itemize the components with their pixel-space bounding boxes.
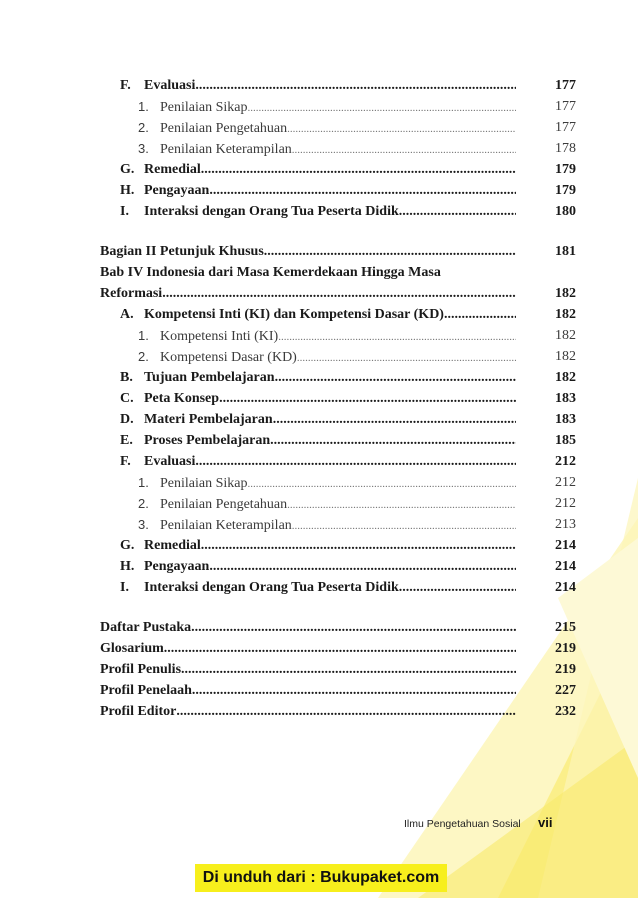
entry-page-number: 212 <box>555 454 576 469</box>
entry-marker: G. <box>120 162 135 177</box>
entry-page-number: 232 <box>555 704 576 719</box>
entry-page-number: 213 <box>555 517 576 532</box>
toc-entry-glosarium[interactable] <box>100 639 576 659</box>
entry-page-number: 219 <box>555 641 576 656</box>
entry-label: Penilaian Sikap <box>160 100 248 115</box>
toc-entry-penilaian-sikap[interactable] <box>138 97 576 117</box>
leader-dots <box>264 242 516 262</box>
entry-label: Profil Penelaah <box>100 683 192 698</box>
footer-book-title: Ilmu Pengetahuan Sosial <box>404 818 521 830</box>
entry-label: Penilaian Keterampilan <box>160 518 292 533</box>
leader-dots <box>248 98 517 118</box>
footer-page-number: vii <box>538 815 553 830</box>
leader-dots <box>192 681 516 701</box>
entry-label: Bagian II Petunjuk Khusus <box>100 244 264 259</box>
entry-label: Materi Pembelajaran <box>144 412 273 427</box>
entry-label: Penilaian Pengetahuan <box>160 121 288 136</box>
leader-dots <box>191 618 516 638</box>
toc-entry-bab-iv[interactable] <box>100 284 576 304</box>
leader-dots <box>399 202 516 222</box>
leader-dots <box>297 348 516 368</box>
entry-label: Profil Penulis <box>100 662 182 677</box>
toc-entry-pengayaan[interactable] <box>120 181 576 201</box>
leader-dots <box>444 305 516 325</box>
entry-marker: H. <box>120 183 135 198</box>
leader-dots <box>162 284 516 304</box>
entry-marker: C. <box>120 391 134 406</box>
leader-dots <box>270 431 516 451</box>
entry-marker: 3. <box>138 141 149 156</box>
entry-label: Profil Editor <box>100 704 177 719</box>
entry-label: Penilaian Sikap <box>160 476 248 491</box>
entry-label: Evaluasi <box>144 78 196 93</box>
entry-page-number: 182 <box>555 328 576 343</box>
toc-entry-evaluasi-2[interactable] <box>120 452 576 472</box>
entry-label: Remedial <box>144 538 201 553</box>
entry-label: Evaluasi <box>144 454 196 469</box>
toc-entry-materi[interactable] <box>120 410 576 430</box>
entry-marker: F. <box>120 78 131 93</box>
entry-page-number: 183 <box>555 412 576 427</box>
toc-entry-penilaian-pengetahuan[interactable] <box>138 118 576 138</box>
entry-page-number: 182 <box>555 370 576 385</box>
entry-label: Glosarium <box>100 641 164 656</box>
download-banner[interactable]: Di unduh dari : Bukupaket.com <box>195 864 447 892</box>
leader-dots <box>248 474 517 494</box>
toc-entry-evaluasi[interactable] <box>120 76 576 96</box>
toc-entry-penilaian-keterampilan-2[interactable] <box>138 515 576 535</box>
entry-label: Kompetensi Inti (KI) dan Kompetensi Dasar (KD) <box>144 307 444 322</box>
entry-marker: B. <box>120 370 133 385</box>
entry-marker: 3. <box>138 517 149 532</box>
entry-label: Interaksi dengan Orang Tua Peserta Didik <box>144 204 399 219</box>
leader-dots <box>209 557 516 577</box>
entry-label: Peta Konsep <box>144 391 220 406</box>
leader-dots <box>219 389 516 409</box>
leader-dots <box>201 536 516 556</box>
toc-entry-daftar-pustaka[interactable] <box>100 618 576 638</box>
entry-label: Interaksi dengan Orang Tua Peserta Didik <box>144 580 399 595</box>
entry-label: Penilaian Keterampilan <box>160 142 292 157</box>
entry-page-number: 185 <box>555 433 576 448</box>
entry-label: Kompetensi Inti (KI) <box>160 329 279 344</box>
entry-marker: 1. <box>138 99 149 114</box>
leader-dots <box>273 410 516 430</box>
entry-page-number: 183 <box>555 391 576 406</box>
entry-label: Daftar Pustaka <box>100 620 192 635</box>
toc-entry-bagian-ii[interactable] <box>100 242 576 262</box>
entry-marker: 2. <box>138 349 149 364</box>
entry-label: Penilaian Pengetahuan <box>160 497 288 512</box>
entry-page-number: 212 <box>555 496 576 511</box>
entry-label: Pengayaan <box>144 183 210 198</box>
leader-dots <box>209 181 516 201</box>
entry-page-number: 177 <box>555 120 576 135</box>
toc-entry-profil-penulis[interactable] <box>100 660 576 680</box>
entry-page-number: 182 <box>555 307 576 322</box>
toc-entry-tujuan[interactable] <box>120 368 576 388</box>
toc-entry-kompetensi-dasar[interactable] <box>138 347 576 367</box>
entry-marker: G. <box>120 538 135 553</box>
toc-entry-kompetensi[interactable] <box>120 305 576 325</box>
entry-page-number: 177 <box>555 99 576 114</box>
entry-marker: F. <box>120 454 131 469</box>
leader-dots <box>164 639 516 659</box>
entry-page-number: 179 <box>555 183 576 198</box>
entry-page-number: 214 <box>555 538 576 553</box>
entry-marker: I. <box>120 580 129 595</box>
leader-dots <box>176 702 516 722</box>
toc-entry-remedial[interactable] <box>120 160 576 180</box>
toc-entry-interaksi-2[interactable] <box>120 578 576 598</box>
leader-dots <box>275 368 516 388</box>
entry-marker: D. <box>120 412 134 427</box>
entry-marker: 2. <box>138 120 149 135</box>
toc-entry-pengayaan-2[interactable] <box>120 557 576 577</box>
leader-dots <box>278 327 516 347</box>
toc-entry-interaksi[interactable] <box>120 202 576 222</box>
entry-page-number: 214 <box>555 580 576 595</box>
entry-page-number: 178 <box>555 141 576 156</box>
entry-label: Proses Pembelajaran <box>144 433 271 448</box>
entry-page-number: 182 <box>555 349 576 364</box>
entry-label: Tujuan Pembelajaran <box>144 370 275 385</box>
entry-marker: A. <box>120 307 134 322</box>
entry-marker: H. <box>120 559 135 574</box>
leader-dots <box>292 140 516 160</box>
entry-page-number: 181 <box>555 244 576 259</box>
leader-dots <box>292 516 516 536</box>
toc-entry-penilaian-sikap-2[interactable] <box>138 473 576 493</box>
entry-marker: I. <box>120 204 129 219</box>
leader-dots <box>195 452 516 472</box>
leader-dots <box>195 76 516 96</box>
toc-entry-kompetensi-inti[interactable] <box>138 326 576 346</box>
entry-page-number: 227 <box>555 683 576 698</box>
entry-label: Reformasi <box>100 286 163 301</box>
toc-entry-peta-konsep[interactable] <box>120 389 576 409</box>
entry-marker: 1. <box>138 328 149 343</box>
leader-dots <box>287 495 516 515</box>
leader-dots <box>399 578 516 598</box>
entry-label: Remedial <box>144 162 201 177</box>
entry-page-number: 214 <box>555 559 576 574</box>
toc-entry-penilaian-pengetahuan-2[interactable] <box>138 494 576 514</box>
entry-page-number: 215 <box>555 620 576 635</box>
toc-entry-proses[interactable] <box>120 431 576 451</box>
entry-page-number: 182 <box>555 286 576 301</box>
leader-dots <box>181 660 516 680</box>
toc-entry-profil-editor[interactable] <box>100 702 576 722</box>
toc-chapter-heading: Bab IV Indonesia dari Masa Kemerdekaan Hingga Masa <box>100 265 441 280</box>
entry-page-number: 180 <box>555 204 576 219</box>
toc-entry-profil-penelaah[interactable] <box>100 681 576 701</box>
toc-entry-penilaian-keterampilan[interactable] <box>138 139 576 159</box>
leader-dots <box>287 119 516 139</box>
entry-page-number: 177 <box>555 78 576 93</box>
entry-marker: E. <box>120 433 133 448</box>
entry-marker: 1. <box>138 475 149 490</box>
entry-marker: 2. <box>138 496 149 511</box>
toc-entry-remedial-2[interactable] <box>120 536 576 556</box>
leader-dots <box>201 160 516 180</box>
entry-page-number: 219 <box>555 662 576 677</box>
entry-page-number: 179 <box>555 162 576 177</box>
entry-label: Kompetensi Dasar (KD) <box>160 350 297 365</box>
entry-page-number: 212 <box>555 475 576 490</box>
entry-label: Pengayaan <box>144 559 210 574</box>
